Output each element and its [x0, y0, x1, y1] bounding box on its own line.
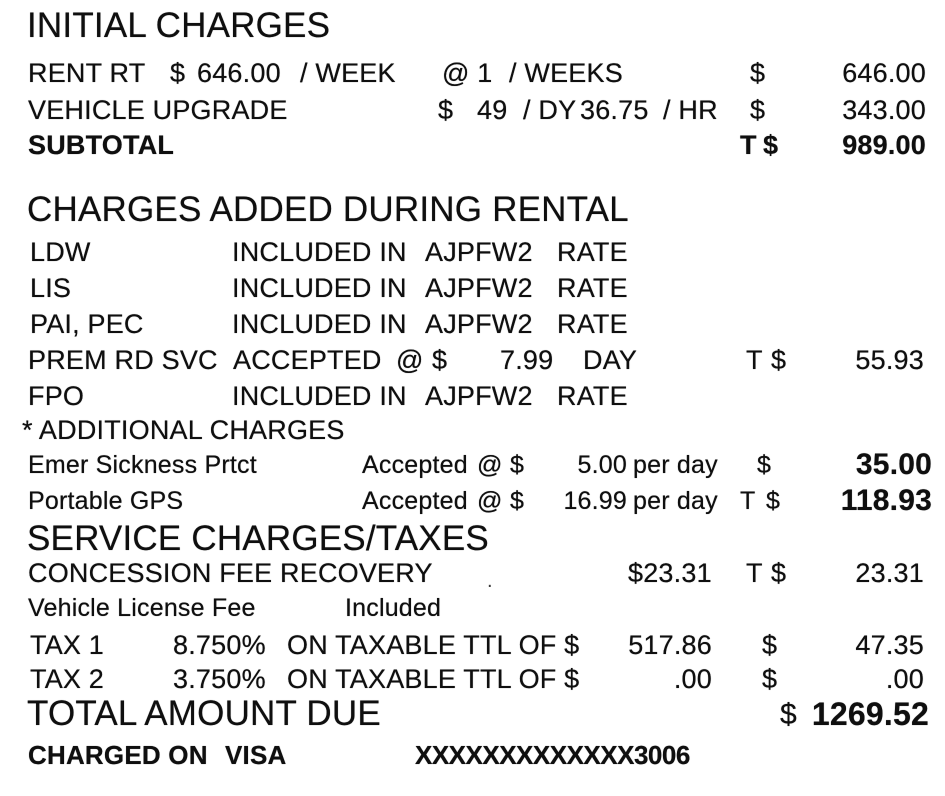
rent-quantity-unit: / WEEKS [509, 58, 623, 88]
prem-at-sign: @ [396, 345, 424, 375]
tax2-taxable-text: ON TAXABLE TTL OF $ [287, 664, 580, 694]
masked-card-number: XXXXXXXXXXXXX3006 [415, 740, 690, 770]
upgrade-amount-currency: $ [750, 95, 766, 125]
upgrade-hour-rate: 36.75 [580, 95, 649, 125]
upgrade-day-rate: 49 [477, 95, 508, 125]
tax1-percent: 8.750% [173, 630, 266, 660]
rent-rate-currency: $ [170, 58, 186, 88]
total-amount: 1269.52 [811, 696, 929, 732]
gps-at-sign: @ [477, 487, 503, 515]
lis-included-text: INCLUDED IN [232, 273, 407, 303]
concession-tax-flag: T [746, 558, 763, 588]
tax2-label: TAX 2 [30, 664, 105, 694]
subtotal-amount-currency: $ [763, 130, 779, 160]
rent-quantity: @ 1 [442, 58, 493, 88]
lis-label: LIS [30, 273, 72, 303]
tax1-taxable-text: ON TAXABLE TTL OF $ [287, 630, 580, 660]
emer-rate-currency: $ [510, 451, 525, 479]
fpo-label: FPO [28, 381, 85, 411]
tax1-base: 517.86 [628, 630, 712, 660]
gps-rate-unit: per day [633, 487, 718, 515]
subtotal-tax-flag: T [740, 130, 757, 160]
gps-amount-currency: $ [766, 487, 781, 515]
tax2-amount-currency: $ [762, 664, 778, 694]
concession-fee-label: CONCESSION FEE RECOVERY [28, 558, 433, 588]
upgrade-hour-unit: / HR [663, 95, 718, 125]
ldw-label: LDW [30, 237, 91, 267]
vehicle-license-fee-value: Included [345, 594, 442, 622]
vehicle-upgrade-label: VEHICLE UPGRADE [28, 95, 288, 125]
section-title-initial-charges: INITIAL CHARGES [27, 6, 331, 45]
lis-rate-suffix: RATE [557, 273, 628, 303]
prem-action: ACCEPTED [233, 345, 382, 375]
prem-tax-flag: T [746, 345, 763, 375]
upgrade-day-unit: / DY [523, 95, 577, 125]
payment-method: VISA [225, 740, 287, 770]
prem-rate-currency: $ [432, 345, 448, 375]
gps-rate-value: 16.99 [563, 487, 627, 515]
concession-amount: 23.31 [855, 558, 924, 588]
upgrade-rate-currency: $ [438, 95, 454, 125]
emer-at-sign: @ [477, 451, 503, 479]
prem-amount-currency: $ [771, 345, 787, 375]
tax2-percent: 3.750% [173, 664, 266, 694]
pai-rate-code: AJPFW2 [425, 309, 533, 339]
section-title-service-charges: SERVICE CHARGES/TAXES [27, 519, 489, 558]
tax2-amount: .00 [885, 664, 924, 694]
emer-rate-unit: per day [633, 451, 718, 479]
tax2-base: .00 [673, 664, 712, 694]
rent-rate-value: 646.00 [197, 58, 281, 88]
gps-action: Accepted [362, 487, 468, 515]
prem-amount: 55.93 [855, 345, 924, 375]
emer-amount-currency: $ [757, 451, 772, 479]
ldw-included-text: INCLUDED IN [232, 237, 407, 267]
prem-rate-value: 7.99 [500, 345, 554, 375]
total-amount-due-label: TOTAL AMOUNT DUE [27, 694, 381, 733]
pai-included-text: INCLUDED IN [232, 309, 407, 339]
gps-amount: 118.93 [840, 484, 932, 517]
ldw-rate-code: AJPFW2 [425, 237, 533, 267]
gps-rate-currency: $ [510, 487, 525, 515]
subtotal-label: SUBTOTAL [28, 130, 175, 160]
emer-rate-value: 5.00 [577, 451, 627, 479]
prem-rate-unit: DAY [583, 345, 638, 375]
scan-artifact-dot: . [487, 570, 493, 592]
additional-charges-header: * ADDITIONAL CHARGES [22, 415, 345, 445]
gps-tax-flag: T [740, 487, 756, 515]
rent-amount-currency: $ [750, 58, 766, 88]
fpo-included-text: INCLUDED IN [232, 381, 407, 411]
tax1-label: TAX 1 [30, 630, 105, 660]
ldw-rate-suffix: RATE [557, 237, 628, 267]
portable-gps-label: Portable GPS [28, 487, 184, 515]
upgrade-amount: 343.00 [842, 95, 926, 125]
emer-sickness-label: Emer Sickness Prtct [28, 451, 257, 479]
rent-amount: 646.00 [842, 58, 926, 88]
fpo-rate-code: AJPFW2 [425, 381, 533, 411]
prem-rd-svc-label: PREM RD SVC [28, 345, 218, 375]
concession-base-amount: $23.31 [628, 558, 712, 588]
fpo-rate-suffix: RATE [557, 381, 628, 411]
pai-pec-label: PAI, PEC [30, 309, 144, 339]
emer-amount: 35.00 [855, 448, 932, 481]
rent-rate-unit: / WEEK [300, 58, 396, 88]
tax1-amount: 47.35 [855, 630, 924, 660]
charged-on-label: CHARGED ON [28, 740, 208, 770]
tax1-amount-currency: $ [762, 630, 778, 660]
pai-rate-suffix: RATE [557, 309, 628, 339]
subtotal-amount: 989.00 [842, 130, 926, 160]
total-currency: $ [780, 698, 797, 731]
section-title-charges-added: CHARGES ADDED DURING RENTAL [27, 190, 629, 229]
rent-rate-label: RENT RT [28, 58, 146, 88]
concession-amount-currency: $ [771, 558, 787, 588]
lis-rate-code: AJPFW2 [425, 273, 533, 303]
emer-action: Accepted [362, 451, 468, 479]
vehicle-license-fee-label: Vehicle License Fee [28, 594, 256, 622]
